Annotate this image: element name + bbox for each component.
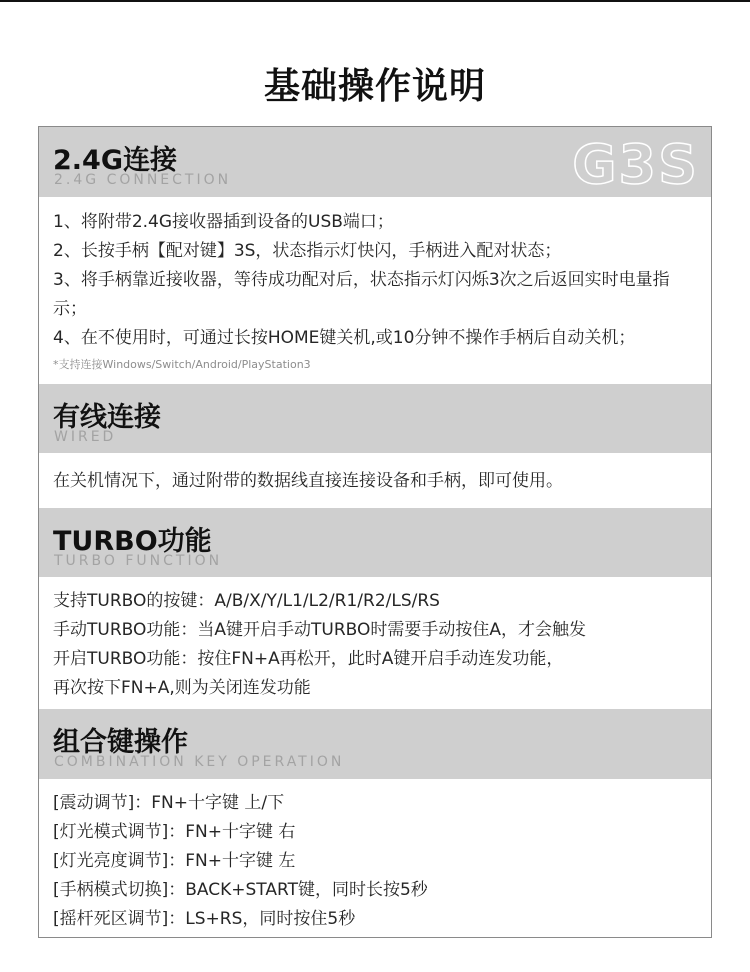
page-title: 基础操作说明	[263, 66, 486, 107]
list-item: [震动调节]：FN+十字键 上/下	[53, 793, 285, 813]
section-body-wired	[53, 467, 703, 496]
section-header-2-4g	[39, 127, 711, 197]
list-item: 手动TURBO功能：当A键开启手动TURBO时需要手动按住A，才会触发	[53, 620, 587, 640]
list-item: 在关机情况下，通过附带的数据线直接连接设备和手柄，即可使用。	[53, 471, 563, 491]
section-title-en: WIRED	[54, 429, 117, 445]
section-title-zh: TURBO功能	[53, 526, 212, 557]
section-body-turbo	[53, 587, 703, 703]
section-body-2-4g	[53, 208, 703, 375]
list-item: [摇杆死区调节]：LS+RS，同时按住5秒	[53, 909, 356, 929]
section-body-combination	[53, 789, 703, 934]
section-header-turbo	[39, 508, 711, 577]
list-item: 支持TURBO的按键：A/B/X/Y/L1/L2/R1/R2/LS/RS	[53, 591, 440, 611]
section-title-en: 2.4G CONNECTION	[54, 172, 232, 188]
list-item: 1、将附带2.4G接收器插到设备的USB端口；	[53, 212, 394, 232]
section-title-zh: 有线连接	[53, 402, 161, 433]
list-item: 2、长按手柄【配对键】3S，状态指示灯快闪，手柄进入配对状态；	[53, 241, 562, 261]
section-title-en: COMBINATION KEY OPERATION	[54, 754, 345, 770]
section-header-wired	[39, 384, 711, 453]
g3s-watermark-logo: G3S	[572, 133, 699, 196]
section-title-zh: 2.4G连接	[53, 145, 177, 176]
section-title-zh: 组合键操作	[53, 727, 188, 758]
list-item: [手柄模式切换]：BACK+START键，同时长按5秒	[53, 880, 428, 900]
list-item: 3、将手柄靠近接收器，等待成功配对后，状态指示灯闪烁3次之后返回实时电量指示；	[53, 270, 670, 319]
instruction-panel	[38, 126, 712, 938]
list-item: 4、在不使用时，可通过长按HOME键关机,或10分钟不操作手柄后自动关机；	[53, 328, 636, 348]
support-note: *支持连接Windows/Switch/Android/PlayStation3	[53, 358, 311, 371]
list-item: [灯光亮度调节]：FN+十字键 左	[53, 851, 296, 871]
list-item: 开启TURBO功能：按住FN+A再松开，此时A键开启手动连发功能，	[53, 649, 564, 669]
list-item: [灯光模式调节]：FN+十字键 右	[53, 822, 296, 842]
list-item: 再次按下FN+A,则为关闭连发功能	[53, 678, 311, 698]
section-title-en: TURBO FUNCTION	[54, 553, 223, 569]
top-border-line	[0, 0, 750, 2]
section-header-combination	[39, 709, 711, 779]
